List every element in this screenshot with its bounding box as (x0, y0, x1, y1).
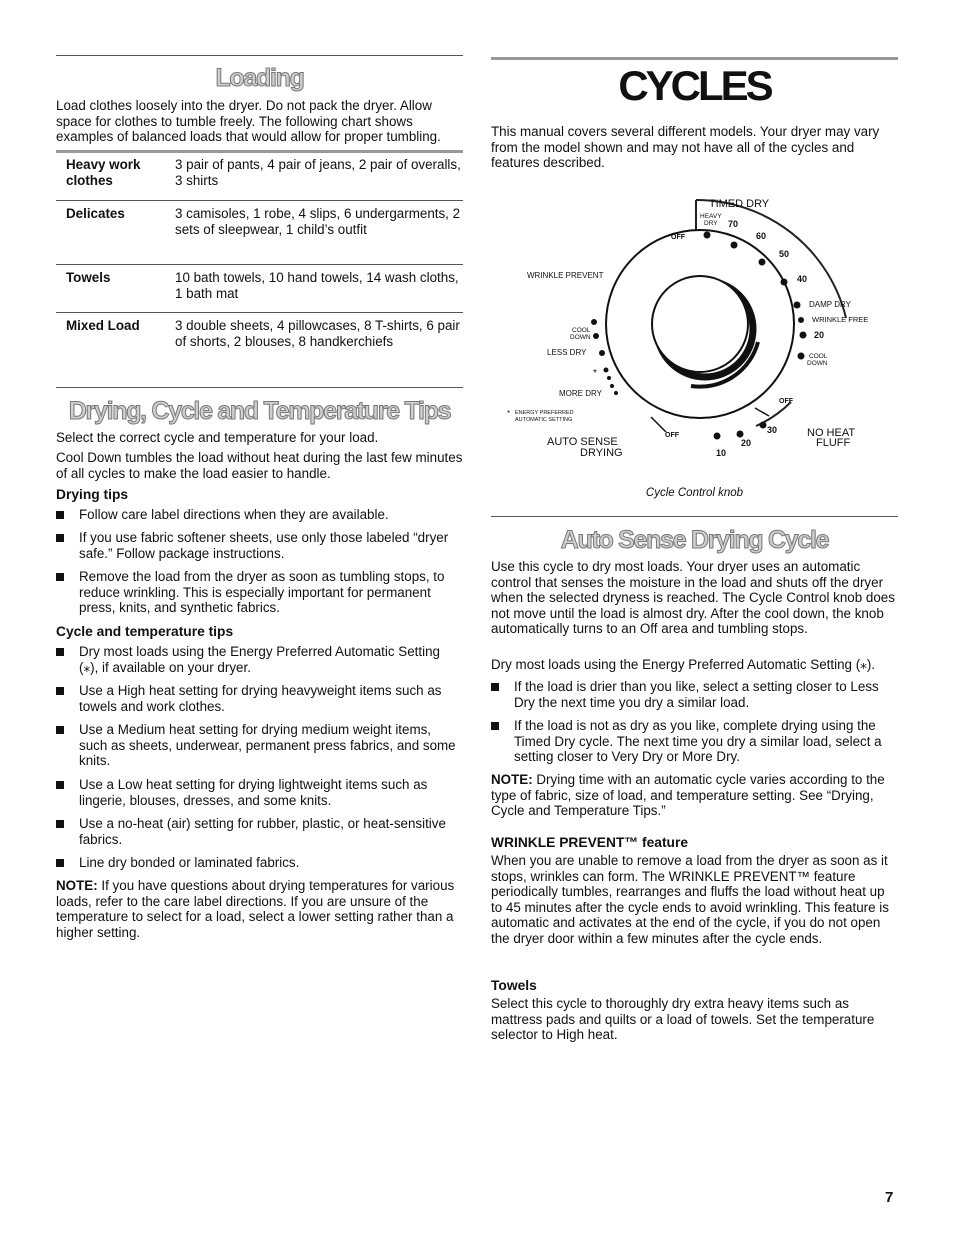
loading-intro: Load clothes loosely into the dryer. Do not pack the dryer. Allow space for clothes to tumble freely. The following chart shows examples of balanced loads that would allow for proper tumbling. (56, 98, 441, 145)
energy-star-icon: * (593, 368, 597, 379)
cool-down-left-label: COOL (572, 327, 591, 334)
bullet-icon (491, 722, 499, 730)
section-rule (491, 516, 898, 517)
load-type: Delicates (66, 206, 125, 221)
wrinkle-paragraph: When you are unable to remove a load from the dryer as soon as it stops, wrinkles can form. The WRINKLE PREVENT™ feature periodically tumbles, rearranges and fluffs the load without heat up to 45 minutes after the cycle ends to avoid wrinkling. This feature is automatic and activates at the end of the cycle, if you do not open the dryer door within a few minutes after the cycle ends. (491, 853, 889, 946)
energy-preferred-label: ENERGY PREFERRED (515, 410, 574, 416)
bullet-icon (56, 781, 64, 789)
wrinkle-free-label: WRINKLE FREE (812, 315, 869, 324)
auto-paragraph: Dry most loads using the Energy Preferred Automatic Setting (⁎). (491, 657, 876, 672)
heavy-dry-label: DRY (704, 220, 718, 227)
load-items: 3 pair of pants, 4 pair of jeans, 2 pair of overalls, 3 shirts (175, 157, 461, 188)
bullet-icon (56, 511, 64, 519)
setting-20b: 20 (741, 438, 752, 448)
auto-sense-heading: Auto Sense Drying Cycle (560, 526, 829, 554)
off-label: OFF (665, 432, 679, 439)
setting-70: 70 (728, 219, 739, 229)
note-label: NOTE: (56, 878, 98, 893)
energy-star-icon: * (507, 409, 511, 418)
tips-paragraph: Cool Down tumbles the load without heat during the last few minutes of all cycles to make the load easier to handle. (56, 450, 463, 481)
off-label: OFF (779, 398, 793, 405)
section-rule (56, 387, 463, 388)
table-divider (56, 312, 463, 313)
cycles-heading: CYCLES (618, 62, 771, 109)
cool-down-right-label: COOL (809, 353, 828, 360)
load-items: 3 camisoles, 1 robe, 4 slips, 6 undergarments, 2 sets of sleepwear, 1 child’s outfit (175, 206, 461, 237)
wrinkle-prevent-heading: WRINKLE PREVENT™ feature (491, 835, 689, 850)
tips-heading: Drying, Cycle and Temperature Tips (68, 397, 451, 425)
bullet-icon (56, 726, 64, 734)
section-rule (56, 55, 463, 56)
note-text: If you have questions about drying temperatures for various loads, refer to the care label directions. If you are unsure of the temperature to select for a load, select a lower setting rather than a higher setting. (56, 878, 455, 940)
towels-heading: Towels (491, 978, 537, 993)
page-number: 7 (885, 1189, 894, 1206)
knob-center (652, 276, 748, 372)
load-type: Towels (66, 270, 111, 285)
figure-caption: Cycle Control knob (645, 487, 744, 499)
energy-preferred-label: AUTOMATIC SETTING (515, 417, 573, 423)
bullet-icon (56, 820, 64, 828)
tips-note (56, 878, 463, 940)
note-label: NOTE: (491, 772, 533, 787)
note-text: Drying time with an automatic cycle varies according to the type of fabric, size of load, and temperature setting. See “Drying, Cycle and Temperature Tips.” (491, 772, 885, 819)
tips-paragraph: Select the correct cycle and temperature for your load. (56, 430, 379, 445)
load-items: 3 double sheets, 4 pillowcases, 8 T-shirts, 6 pair of shorts, 2 blouses, 8 handkerchiefs (175, 318, 460, 349)
auto-paragraph: Use this cycle to dry most loads. Your dryer uses an automatic control that senses the moisture in the load and shuts off the dryer when the selected dryness is reached. The Cycle Control knob does not move until the load is almost dry. After the cool down, the knob automatically turns to an Off area and tumbling stops. (491, 559, 895, 637)
auto-sense-label: AUTO SENSE (547, 436, 618, 448)
cool-down-left-label: DOWN (570, 334, 591, 341)
timed-dry-label: TIMED DRY (708, 198, 770, 210)
drying-tips-heading: Drying tips (56, 487, 129, 502)
section-rule (491, 57, 898, 60)
setting-40: 40 (797, 274, 808, 284)
less-dry-label: LESS DRY (547, 348, 587, 357)
table-top-rule (56, 150, 463, 153)
bullet-icon (56, 648, 64, 656)
bullet-icon (56, 534, 64, 542)
bullet-icon (56, 573, 64, 581)
load-type: Heavy work clothes (66, 157, 141, 188)
setting-20: 20 (814, 330, 825, 340)
towels-paragraph: Select this cycle to thoroughly dry extra heavy items such as mattress pads and quilts or a load of towels. Set the temperature selector to High heat. (491, 996, 875, 1043)
cycle-tips-heading: Cycle and temperature tips (56, 624, 234, 639)
load-type: Mixed Load (66, 318, 140, 333)
bullet-icon (56, 859, 64, 867)
load-items: 10 bath towels, 10 hand towels, 14 wash cloths, 1 bath mat (175, 270, 459, 301)
bullet-icon (56, 687, 64, 695)
drying-label: DRYING (580, 447, 623, 459)
bullet-icon (491, 683, 499, 691)
cycle-control-knob-diagram (491, 190, 898, 470)
off-label: OFF (671, 234, 685, 241)
setting-50: 50 (779, 249, 790, 259)
damp-dry-label: DAMP DRY (809, 300, 851, 309)
loading-heading: Loading (215, 64, 304, 92)
table-divider (56, 200, 463, 201)
setting-30: 30 (767, 425, 778, 435)
table-divider (56, 264, 463, 265)
more-dry-label: MORE DRY (559, 389, 602, 398)
fluff-label: FLUFF (816, 437, 851, 449)
heavy-dry-label: HEAVY (700, 213, 722, 220)
cool-down-right-label: DOWN (807, 360, 828, 367)
setting-60: 60 (756, 231, 767, 241)
wrinkle-prevent-label: WRINKLE PREVENT (527, 271, 604, 280)
cycles-intro: This manual covers several different models. Your dryer may vary from the model shown and may not have all of the cycles and features described. (491, 124, 880, 171)
setting-10: 10 (716, 448, 727, 458)
auto-note (491, 772, 898, 819)
no-heat-label: NO HEAT (807, 427, 856, 439)
